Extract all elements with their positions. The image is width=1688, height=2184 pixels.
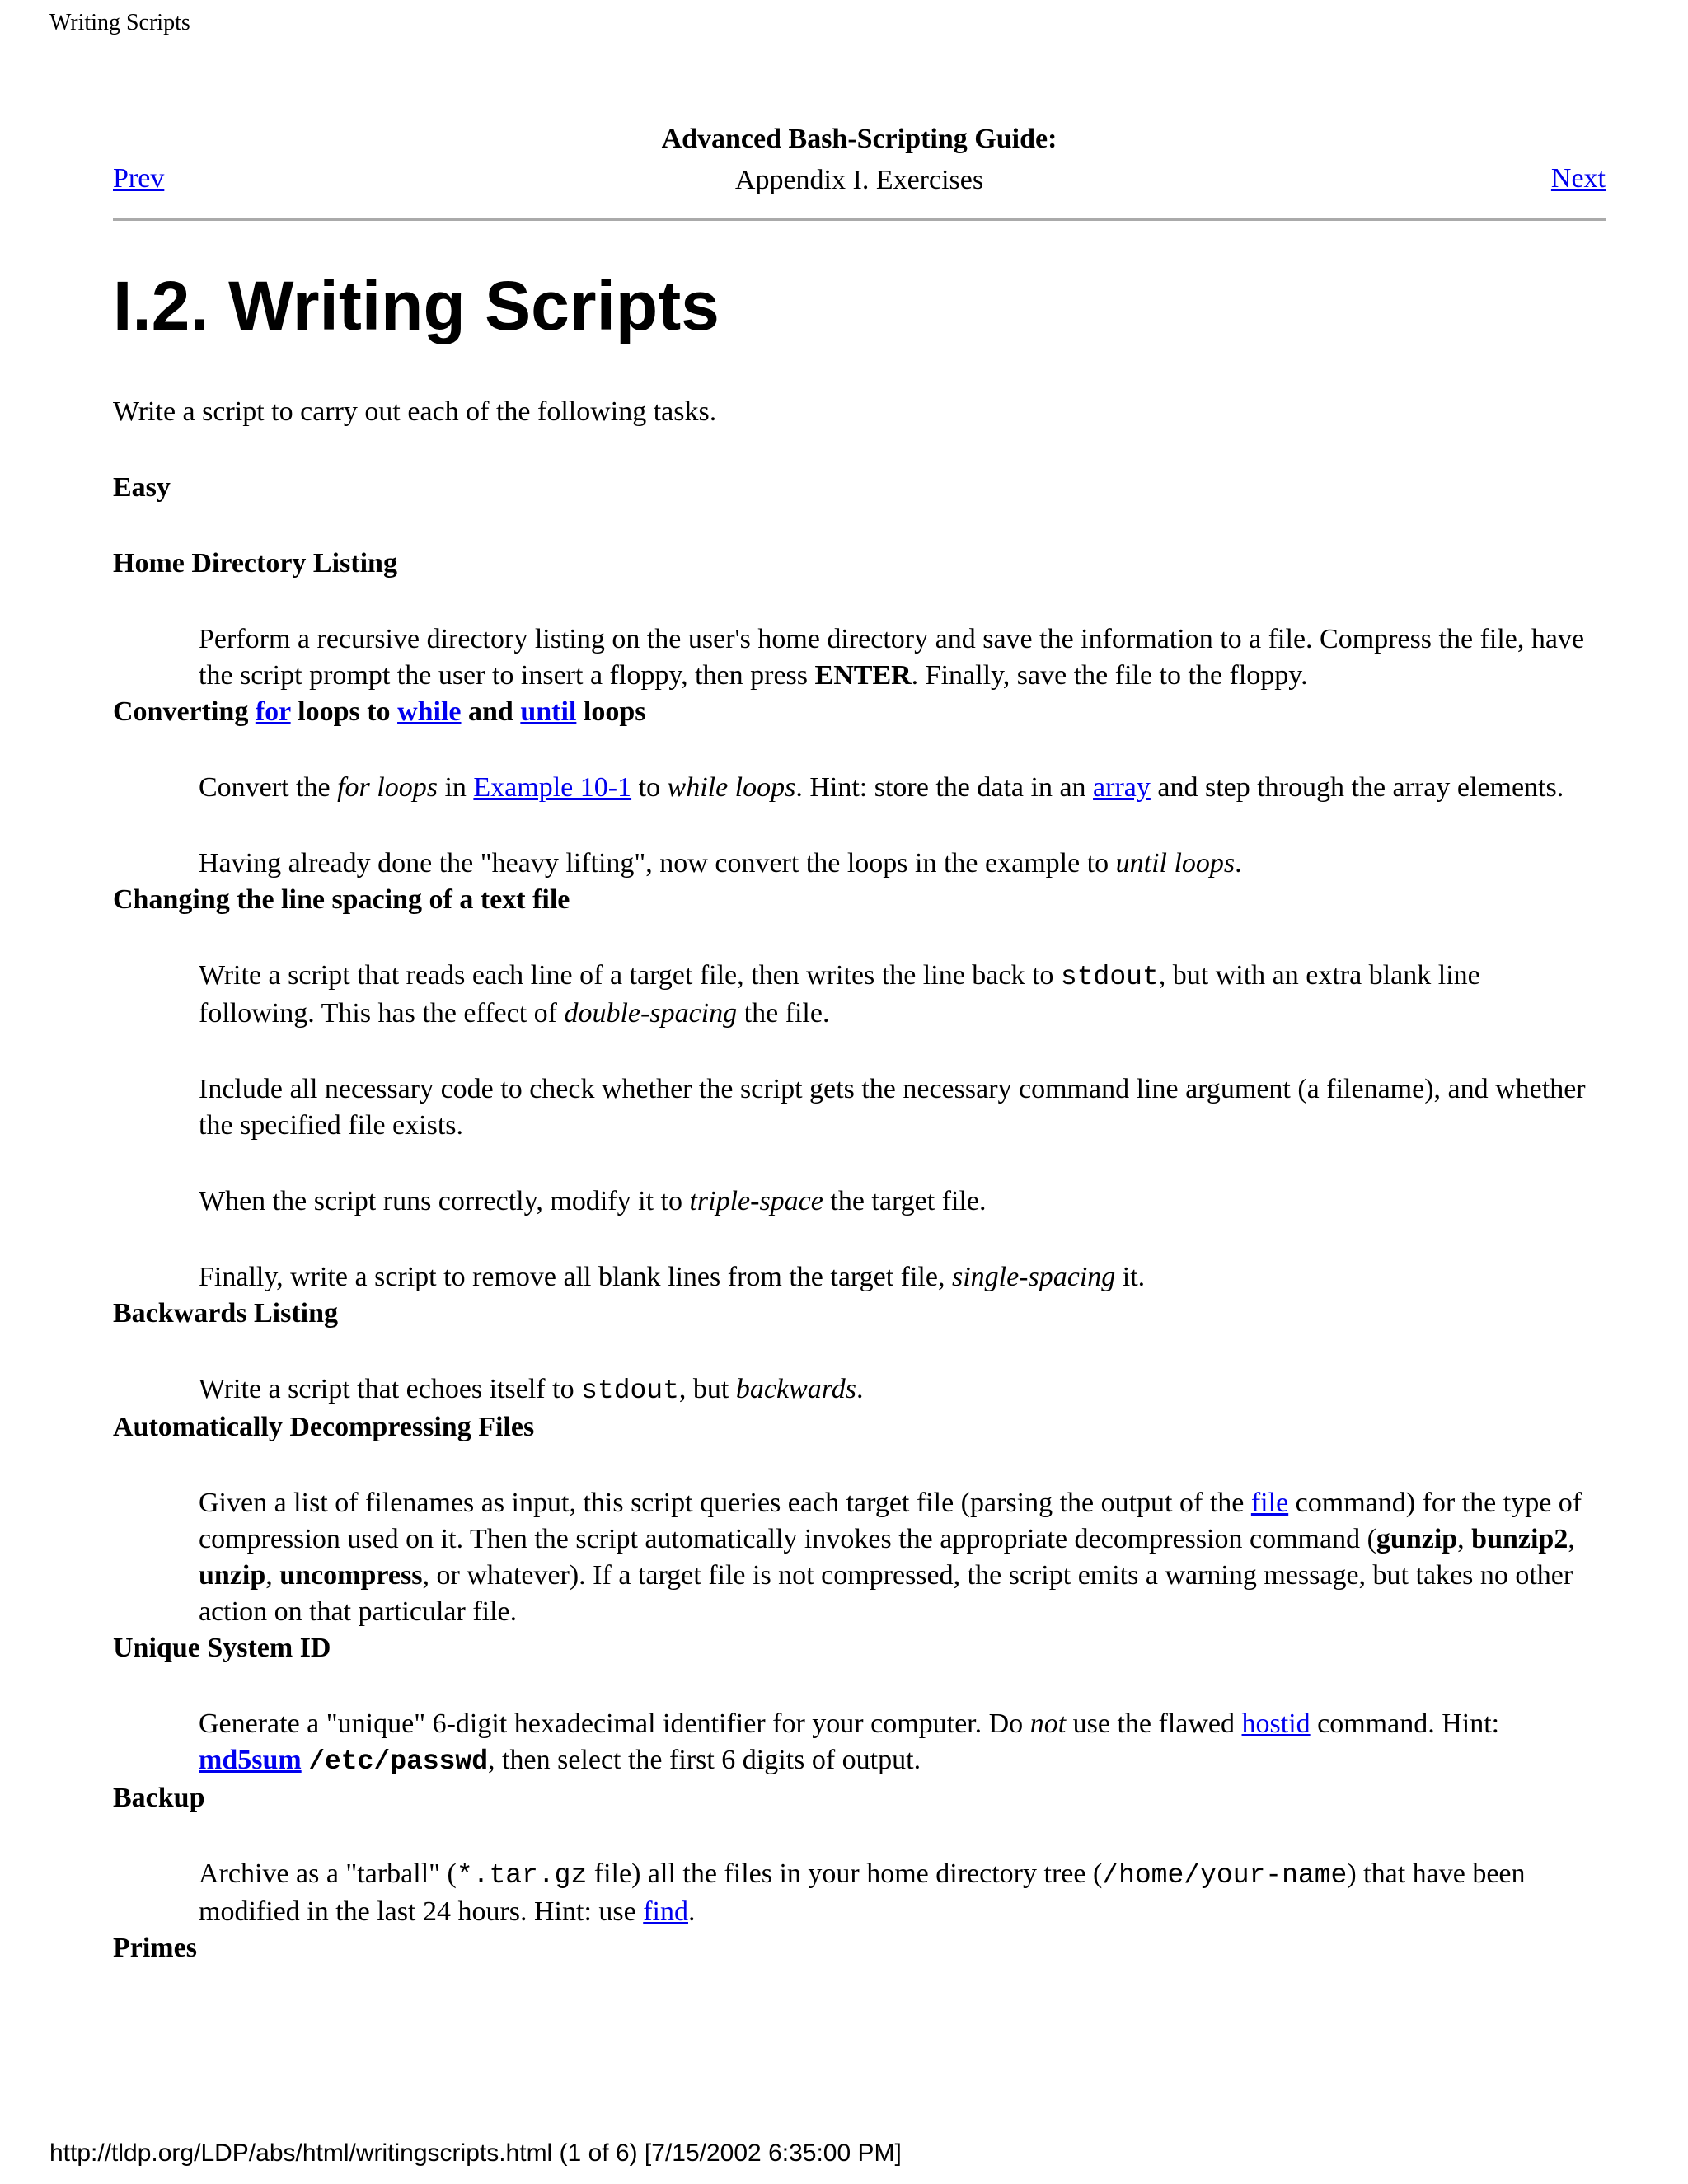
- emphasis: single-spacing: [951, 1262, 1116, 1292]
- text: the file.: [737, 998, 830, 1029]
- text: , but: [678, 1374, 736, 1404]
- find-link[interactable]: find: [643, 1896, 688, 1927]
- emphasis: until loops: [1115, 848, 1236, 879]
- emphasis: while loops: [667, 772, 796, 803]
- emphasis: double-spacing: [564, 998, 738, 1029]
- text: When the script runs correctly, modify it to: [199, 1186, 690, 1216]
- desc-backup: [199, 1816, 1588, 1930]
- paragraph: [199, 1183, 1588, 1220]
- text: Write a script that reads each line of a target file, then writes the line back to: [199, 960, 1061, 991]
- text: Converting: [113, 696, 256, 727]
- text: Given a list of filenames as input, this script queries each target file (parsing the output of the: [199, 1488, 1251, 1518]
- text: [302, 1745, 309, 1775]
- intro-text: Write a script to carry out each of the following tasks.: [113, 396, 717, 427]
- paragraph: [199, 958, 1588, 1032]
- paragraph: [199, 1706, 1588, 1780]
- text: it.: [1115, 1262, 1146, 1292]
- paragraph: [199, 621, 1588, 694]
- separator: ,: [1568, 1524, 1575, 1554]
- desc-unique-system-id: [199, 1666, 1588, 1780]
- command-uncompress: uncompress: [279, 1560, 423, 1591]
- file-command-link[interactable]: file: [1250, 1488, 1289, 1518]
- while-link[interactable]: while: [397, 696, 462, 727]
- text: , but with an extra blank line following. This has the effect of: [199, 960, 1480, 1029]
- enter-key-text: ENTER: [814, 660, 912, 691]
- code-etc-passwd: /etc/passwd: [308, 1746, 489, 1777]
- code-stdout: stdout: [581, 1376, 679, 1406]
- desc-line-spacing: [199, 918, 1588, 1296]
- separator: ,: [1457, 1524, 1472, 1554]
- text: to: [631, 772, 668, 803]
- term-unique-system-id: Unique System ID: [113, 1633, 331, 1663]
- text: the target file.: [823, 1186, 987, 1216]
- text: file) all the files in your home directory tree (: [587, 1858, 1103, 1889]
- print-header: Writing Scripts: [49, 10, 190, 35]
- nav-subtitle: Appendix I. Exercises: [734, 165, 984, 195]
- text: . Hint: store the data in an: [795, 772, 1094, 803]
- paragraph: [199, 1485, 1588, 1630]
- paragraph: [199, 770, 1588, 806]
- exercise-list: [113, 546, 1588, 1966]
- text: Write a script that echoes itself to: [199, 1374, 582, 1404]
- footer-url: http://tldp.org/LDP/abs/html/writingscripts.html (1 of 6) [7/15/2002 6:35:00 PM]: [49, 2139, 902, 2167]
- text: .: [688, 1896, 696, 1927]
- desc-backwards-listing: [199, 1332, 1588, 1409]
- command-gunzip: gunzip: [1376, 1524, 1458, 1554]
- separator: ,: [265, 1560, 280, 1591]
- paragraph: [199, 1856, 1588, 1930]
- term-backwards-listing: Backwards Listing: [113, 1298, 338, 1329]
- text: and: [461, 696, 521, 727]
- text: Finally, write a script to remove all blank lines from the target file,: [199, 1262, 952, 1292]
- text: Generate a "unique" 6-digit hexadecimal identifier for your computer. Do: [199, 1708, 1030, 1739]
- next-link[interactable]: Next: [1550, 163, 1606, 194]
- text: Convert the: [199, 772, 338, 803]
- md5sum-link[interactable]: md5sum: [199, 1745, 302, 1775]
- page-title: I.2. Writing Scripts: [113, 267, 720, 344]
- term-decompressing-files: Automatically Decompressing Files: [113, 1412, 535, 1442]
- text: in: [437, 772, 474, 803]
- term-primes: Primes: [113, 1933, 197, 1963]
- emphasis: for loops: [337, 772, 438, 803]
- code-tar-gz: *.tar.gz: [456, 1860, 588, 1891]
- text: and step through the array elements.: [1150, 772, 1564, 803]
- hostid-link[interactable]: hostid: [1241, 1708, 1311, 1739]
- emphasis: backwards: [735, 1374, 856, 1404]
- text: . Finally, save the file to the floppy.: [911, 660, 1308, 691]
- prev-link[interactable]: Prev: [113, 163, 165, 194]
- paragraph: [199, 1371, 1588, 1409]
- text: command. Hint:: [1310, 1708, 1500, 1739]
- term-backup: Backup: [113, 1783, 205, 1813]
- for-link[interactable]: for: [255, 696, 291, 727]
- paragraph: [199, 846, 1588, 882]
- term-converting-loops: [113, 694, 1588, 730]
- text: , or whatever). If a target file is not compressed, the script emits a warning message, but takes no other action on that particular file.: [199, 1560, 1573, 1627]
- desc-home-directory-listing: [199, 582, 1588, 694]
- text: Archive as a "tarball" (: [199, 1858, 457, 1889]
- until-link[interactable]: until: [520, 696, 577, 727]
- text: use the flawed: [1066, 1708, 1242, 1739]
- command-bunzip2: bunzip2: [1471, 1524, 1568, 1554]
- command-unzip: unzip: [199, 1560, 266, 1591]
- text: Having already done the "heavy lifting", now convert the loops in the example to: [199, 848, 1116, 879]
- text: .: [1235, 848, 1242, 879]
- code-home-path: /home/your-name: [1102, 1860, 1348, 1891]
- nav-title: Advanced Bash-Scripting Guide:: [661, 124, 1057, 154]
- text: command) for the type of compression used on it. Then the script automatically invokes the appropriate decompression command (: [199, 1488, 1582, 1554]
- code-stdout: stdout: [1060, 962, 1159, 992]
- array-link[interactable]: array: [1093, 772, 1151, 803]
- text: loops to: [290, 696, 398, 727]
- desc-decompressing-files: [199, 1446, 1588, 1630]
- paragraph: [199, 1259, 1588, 1296]
- term-home-directory-listing: Home Directory Listing: [113, 548, 397, 579]
- text: Perform a recursive directory listing on the user's home directory and save the information to a file. Compress the file, have the script prompt the user to insert a floppy, then press: [199, 624, 1585, 691]
- term-line-spacing: Changing the line spacing of a text file: [113, 884, 570, 915]
- text: ) that have been modified in the last 24 hours. Hint: use: [199, 1858, 1526, 1927]
- text: , then select the first 6 digits of output.: [488, 1745, 921, 1775]
- nav-divider: [113, 218, 1606, 221]
- emphasis: not: [1029, 1708, 1067, 1739]
- emphasis: triple-space: [689, 1186, 823, 1216]
- desc-converting-loops: [199, 730, 1588, 882]
- text: loops: [576, 696, 646, 727]
- paragraph: Include all necessary code to check whether the script gets the necessary command line argument (a filename), and whether the specified file exists.: [199, 1074, 1586, 1141]
- section-heading-easy: Easy: [113, 472, 171, 503]
- text: .: [856, 1374, 864, 1404]
- example-10-1-link[interactable]: Example 10-1: [473, 772, 632, 803]
